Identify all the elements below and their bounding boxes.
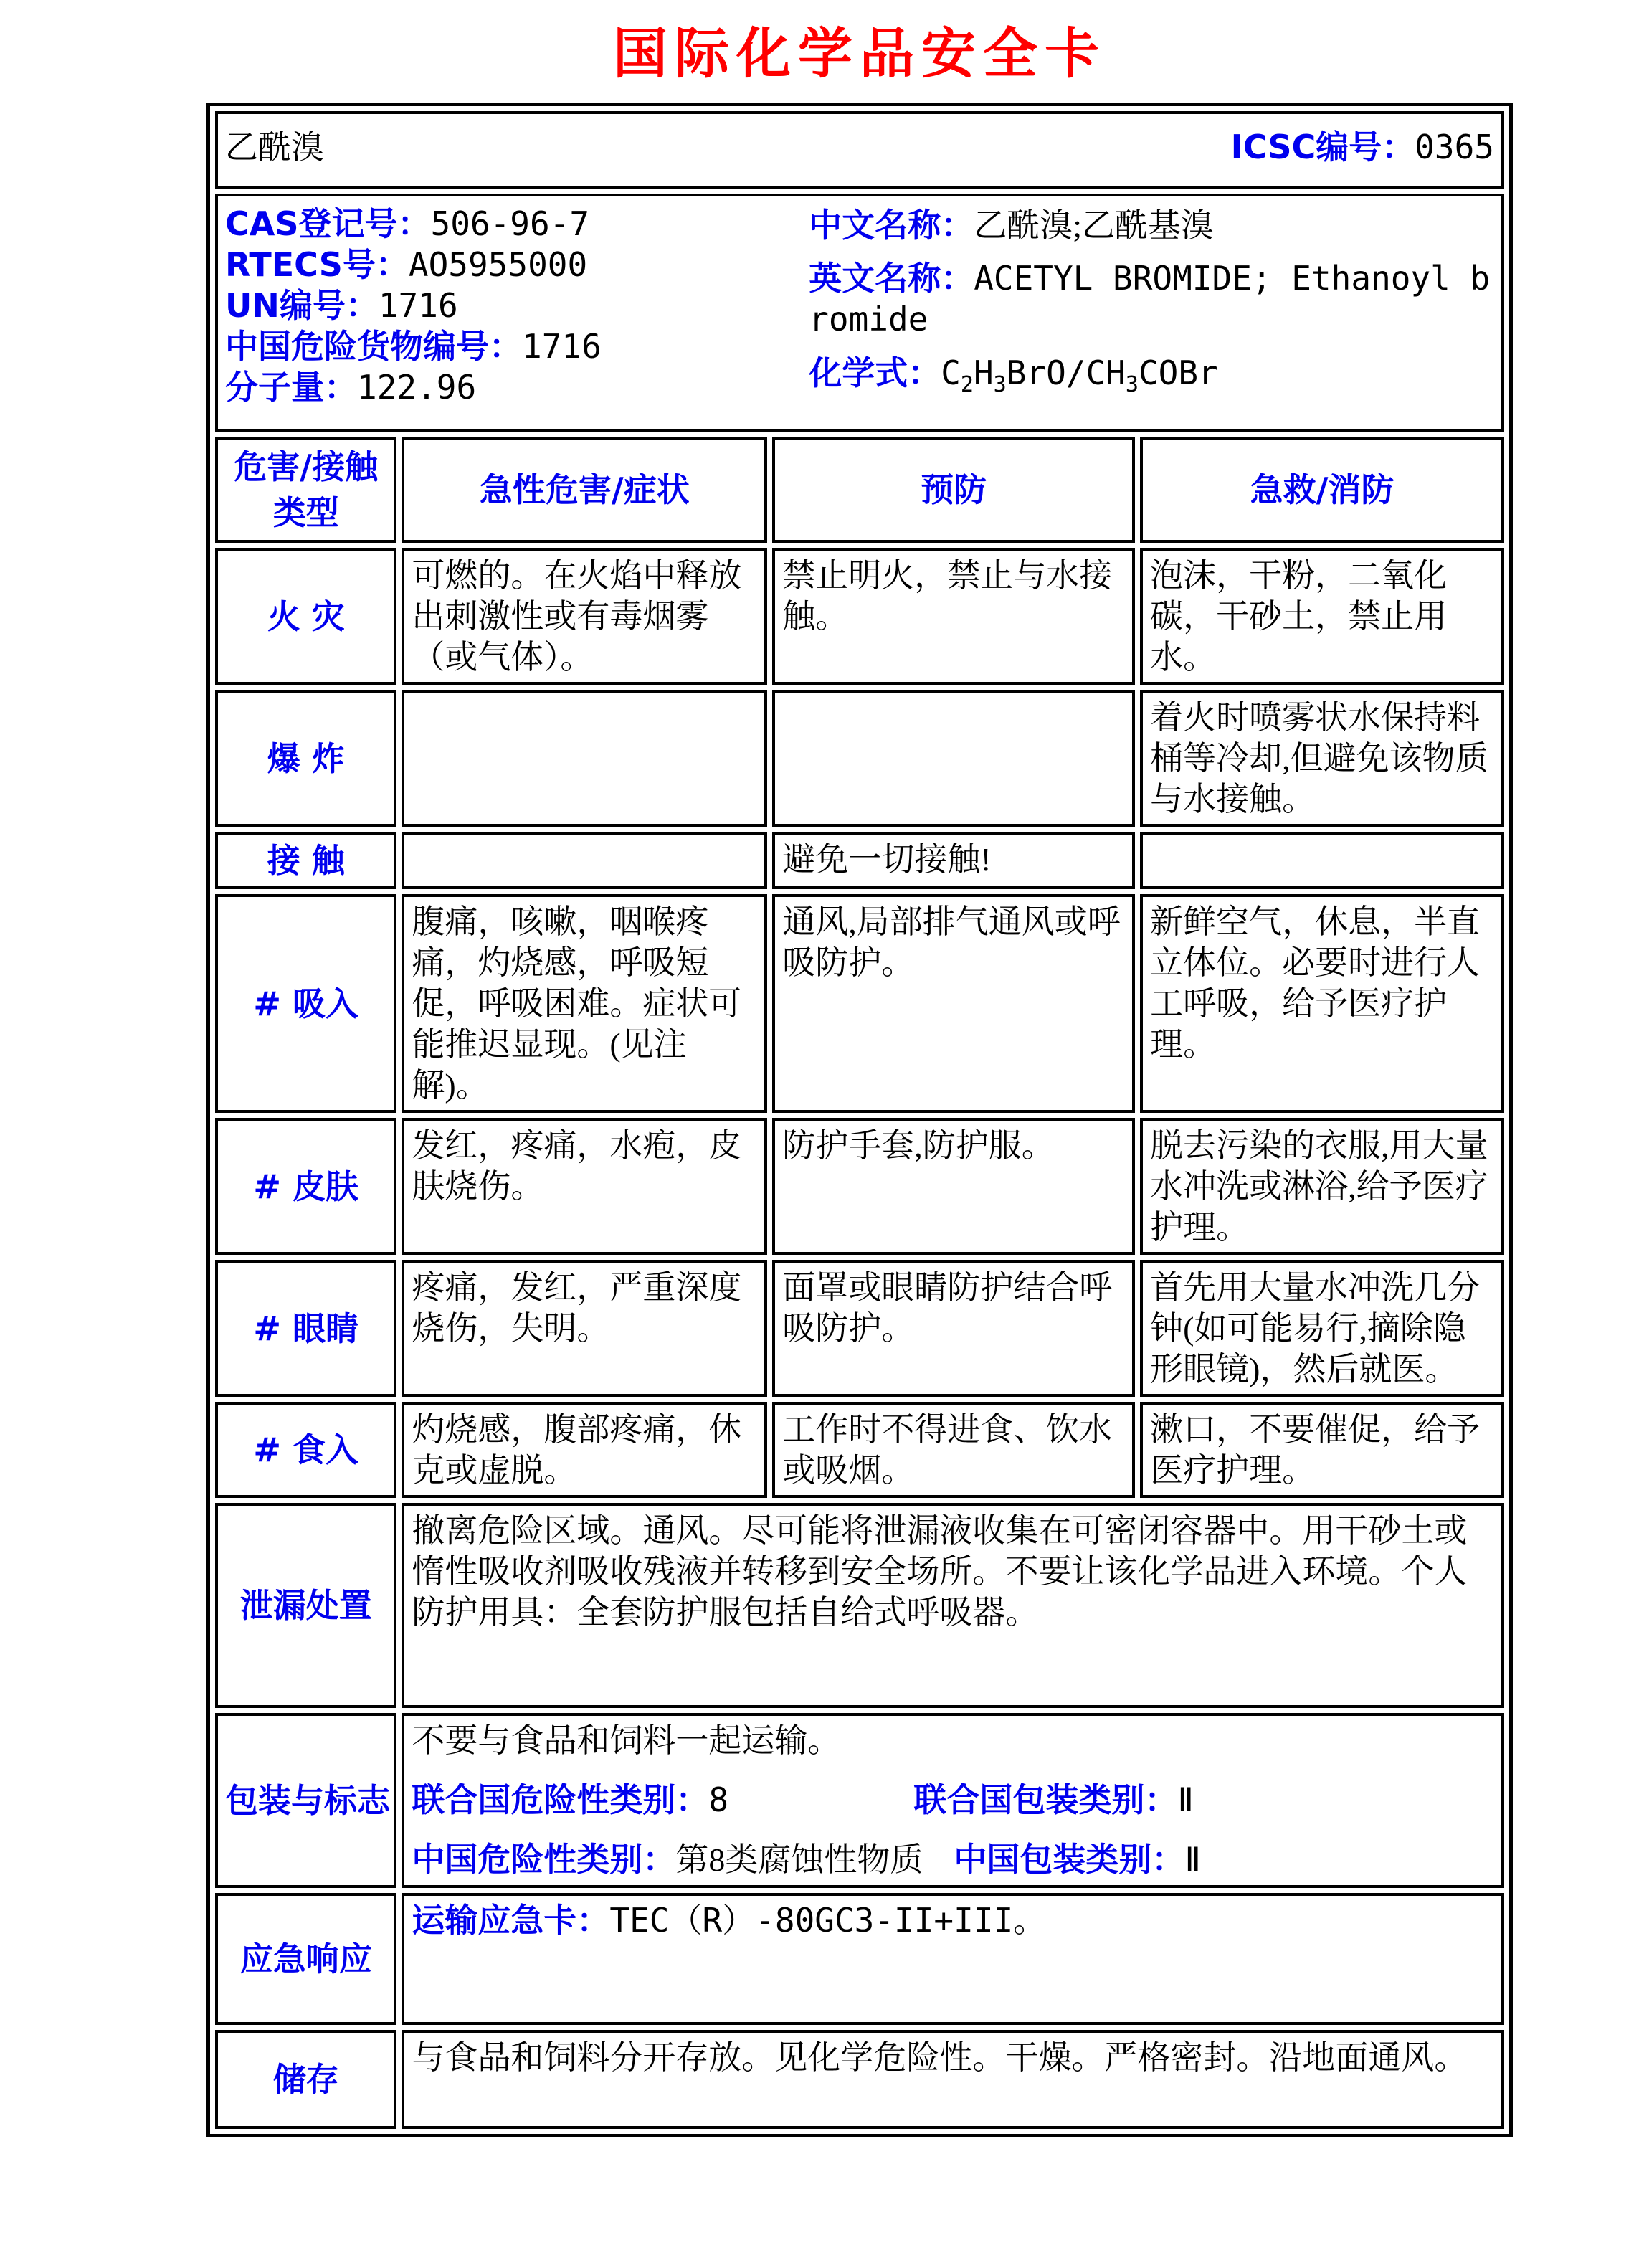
name-list [809,201,1494,414]
inhalation-response: 新鲜空气，休息，半直立体位。必要时进行人工呼吸，给予医疗护理。 [1140,894,1504,1113]
transport-card-value: TEC（R）-80GC3-II+III。 [609,1901,1047,1940]
skin-label: # 皮肤 [215,1118,396,1255]
chemical-formula: 化学式：$C_2H_3BrO/CH_3COBr$ [809,353,1218,397]
icsc-number-value: 0365 [1415,127,1494,166]
explosion-prevention [772,690,1135,827]
packaging-content [402,1713,1504,1888]
ingestion-prevention: 工作时不得进食、饮水或吸烟。 [772,1402,1135,1498]
identifiers-cell [215,194,1504,432]
exposure-label: 接 触 [215,832,396,889]
ingestion-label: # 食入 [215,1402,396,1498]
row-spillage [215,1503,1504,1708]
packaging-cn-line [412,1839,1494,1880]
row-identifiers [215,194,1504,432]
identifier-molweight: 分子量：122.96 [225,368,477,407]
cn-pack-group-label: 中国包装类别： [954,1840,1185,1879]
skin-symptom: 发红，疼痛，水疱，皮肤烧伤。 [402,1118,767,1255]
fire-prevention: 禁止明火，禁止与水接触。 [772,548,1135,685]
exposure-prevention: 避免一切接触! [772,832,1135,889]
eyes-symptom: 疼痛，发红，严重深度烧伤，失明。 [402,1260,767,1397]
row-fire [215,548,1504,685]
eyes-response: 首先用大量水冲洗几分钟(如可能易行,摘除隐形眼镜)，然后就医。 [1140,1260,1504,1397]
ingestion-response: 漱口，不要催促，给予医疗护理。 [1140,1402,1504,1498]
eyes-prevention: 面罩或眼睛防护结合呼吸防护。 [772,1260,1135,1397]
row-eyes [215,1260,1504,1397]
header-prevention: 预防 [772,437,1135,543]
packaging-un-line [412,1780,1494,1821]
row-packaging [215,1713,1504,1888]
spillage-label: 泄漏处置 [215,1503,396,1708]
exposure-symptom [402,832,767,889]
row-explosion [215,690,1504,827]
un-hazard-class-value: 8 [708,1780,729,1819]
cn-hazard-class-value: 第8类腐蚀性物质 [675,1841,923,1878]
explosion-label: 爆 炸 [215,690,396,827]
eyes-label: # 眼睛 [215,1260,396,1397]
identifier-rtecs: RTECS号：AO5955000 [225,245,588,284]
substance-cell [215,111,1504,189]
packaging-label: 包装与标志 [215,1713,396,1888]
fire-symptom: 可燃的。在火焰中释放出刺激性或有毒烟雾（或气体）。 [402,548,767,685]
identifier-list [225,201,809,414]
packaging-transport-note: 不要与食品和饲料一起运输。 [412,1722,841,1759]
row-skin [215,1118,1504,1255]
emergency-label: 应急响应 [215,1893,396,2025]
icsc-number [1231,127,1494,168]
header-acute-hazards: 急性危害/症状 [402,437,767,543]
inhalation-symptom: 腹痛，咳嗽，咽喉疼痛，灼烧感，呼吸短促，呼吸困难。症状可能推迟显现。(见注解)。 [402,894,767,1113]
row-exposure [215,832,1504,889]
ingestion-symptom: 灼烧感，腹部疼痛，休克或虚脱。 [402,1402,767,1498]
row-emergency [215,1893,1504,2025]
un-pack-group-value: Ⅱ [1177,1780,1194,1819]
identifier-cas: CAS登记号：506-96-7 [225,204,590,243]
storage-label: 储存 [215,2030,396,2129]
row-inhalation [215,894,1504,1113]
identifier-cn-dg: 中国危险货物编号：1716 [225,327,602,366]
header-hazard-type: 危害/接触类型 [215,437,396,543]
skin-prevention: 防护手套,防护服。 [772,1118,1135,1255]
english-name: 英文名称：ACETYL BROMIDE; Ethanoyl bromide [809,259,1491,339]
transport-card-label: 运输应急卡： [412,1901,610,1940]
spillage-text: 撤离危险区域。通风。尽可能将泄漏液收集在可密闭容器中。用干砂土或惰性吸收剂吸收残液并转移到安全场所。不要让该化学品进入环境。个人防护用具：全套防护服包括自给式呼吸器。 [402,1503,1504,1708]
card-content [206,7,1513,2137]
cn-hazard-class-label: 中国危险性类别： [412,1840,676,1879]
row-headers [215,437,1504,543]
icsc-card-table [206,103,1513,2137]
skin-response: 脱去污染的衣服,用大量水冲洗或淋浴,给予医疗护理。 [1140,1118,1504,1255]
fire-label: 火 灾 [215,548,396,685]
substance-name: 乙酰溴 [225,128,324,166]
row-storage [215,2030,1504,2129]
fire-response: 泡沫，干粉，二氧化碳，干砂土，禁止用水。 [1140,548,1504,685]
explosion-symptom [402,690,767,827]
emergency-content [402,1893,1504,2025]
row-substance [215,111,1504,189]
identifier-un: UN编号：1716 [225,286,458,325]
cn-pack-group-value: Ⅱ [1184,1840,1202,1879]
icsc-number-label: ICSC编号： [1230,127,1415,166]
row-ingestion [215,1402,1504,1498]
un-hazard-class-label: 联合国危险性类别： [412,1780,709,1819]
header-first-aid: 急救/消防 [1140,437,1504,543]
page-title: 国际化学品安全卡 [613,22,1106,85]
explosion-response: 着火时喷雾状水保持料桶等冷却,但避免该物质与水接触。 [1140,690,1504,827]
un-pack-group-label: 联合国包装类别： [913,1780,1178,1819]
chinese-name: 中文名称：乙酰溴;乙酰基溴 [809,206,1214,245]
storage-text: 与食品和饲料分开存放。见化学危险性。干燥。严格密封。沿地面通风。 [402,2030,1504,2129]
exposure-response [1140,832,1504,889]
inhalation-prevention: 通风,局部排气通风或呼吸防护。 [772,894,1135,1113]
inhalation-label: # 吸入 [215,894,396,1113]
